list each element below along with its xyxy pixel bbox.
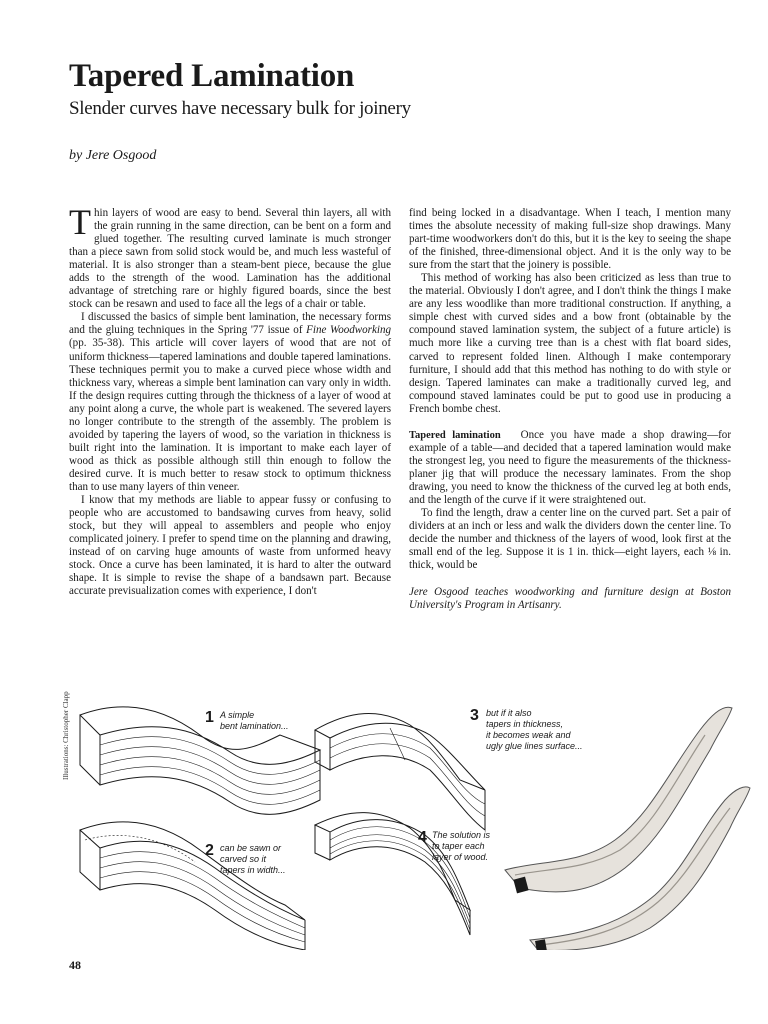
caption-4-line-1: The solution is — [432, 830, 491, 840]
caption-2-line-1: can be sawn or — [220, 843, 282, 853]
lamination-illustration — [60, 690, 760, 950]
caption-3-line-1: but if it also — [486, 708, 532, 718]
caption-number-4: 4 — [418, 829, 427, 846]
caption-4-line-2: to taper each — [432, 841, 485, 851]
drop-cap: T — [69, 202, 91, 242]
figure-2-tapered-width — [80, 822, 305, 950]
caption-4-line-3: layer of wood. — [432, 852, 489, 862]
paragraph: Thin layers of wood are easy to bend. Several thin layers, all with the grain running in the same direction, can be bent on a form and glued together. The resulting curved laminate is much stronger than a piece sawn from solid stock would be, and much less wasteful of material. It is also stronger than a steam-bent piece, because the glue adds to the strength of the wood. Lamination has the additional advantage of stretching rare or highly figured boards, since the best stock can be resawn and used to face all the legs of a chair or table. — [69, 202, 391, 311]
paragraph: I know that my methods are liable to appear fussy or confusing to people who are accustomed to bandsawing curves from heavy, solid stock, but they will appeal to assemblers and people who enjoy complicated joinery. I prefer to spend time on the planning and drawing, instead of on carving huge amounts of waste from unformed heavy stock. Once a curve has been laminated, it is hard to alter the outward shape. It is simple to revise the shape of a bandsawn part. Because accurate previsualization comes with experience, I don't — [69, 494, 391, 598]
caption-number-1: 1 — [205, 709, 214, 726]
caption-2-line-2: carved so it — [220, 854, 267, 864]
paragraph: Tapered lamination Once you have made a shop drawing—for example of a table—and decided that a tapered lamination would make the strongest leg, you need to figure the measurements of the thickness-planer jig that will produce the necessary laminates. From the shop drawing, you need to know the thickness of the curved leg at both ends, and the length of the curve if it were straightened out. — [409, 428, 731, 506]
magazine-name: Fine Woodworking — [306, 324, 391, 337]
page-number: 48 — [69, 958, 81, 972]
paragraph: I discussed the basics of simple bent lamination, the necessary forms and the gluing techniques in the Spring '77 issue of Fine Woodworking (pp. 35-38). This article will cover layers of wood that are not of uniform thickness—tapered laminations and double tapered laminations. These techniques permit you to make a curved piece whose width and thickness vary, whereas a simple bent lamination can vary only in width. If the design requires cutting through the thickness of a layer of wood at any point along a curve, the whole part is weakened. The severed layers no longer contribute to the strength of the assembly. The problem is avoided by tapering the layers of wood, so the variation in thickness is built right into the lamination. It is important to make each layer of wood as thick as possible although still thin enough to follow the desired curve. It is much better to resaw stock to optimum thickness than to use many layers of thin veneer. — [69, 311, 391, 493]
text-column-left — [69, 202, 391, 598]
caption-number-2: 2 — [205, 842, 214, 859]
text-column-right — [409, 207, 731, 612]
byline: by Jere Osgood — [69, 148, 157, 163]
author-bio: Jere Osgood teaches woodworking and furniture design at Boston University's Program in Artisanry. — [409, 586, 731, 612]
caption-2-line-3: tapers in width... — [220, 865, 286, 875]
figure-3-tapered-thickness — [315, 714, 485, 830]
paragraph: find being locked in a disadvantage. When I teach, I mention many times the absolute necessity of making full-size shop drawings. Many part-time woodworkers don't do this, but it is the key to seeing the shape of the finished, three-dimensional object. And it is the only way to be sure from the start that the joinery is possible. — [409, 207, 731, 272]
paragraph: To find the length, draw a center line on the curved part. Set a pair of dividers at an inch or less and walk the dividers down the center line. To decide the number and thickness of the layers of wood, look first at the small end of the leg. Suppose it is 1 in. thick—eight layers, each ⅛ in. thick, would be — [409, 507, 731, 572]
caption-3-line-2: tapers in thickness, — [486, 719, 564, 729]
caption-3-line-3: it becomes weak and — [486, 730, 571, 740]
article-subtitle: Slender curves have necessary bulk for joinery — [69, 98, 411, 119]
illustration-credit: Illustrations: Christopher Clapp — [62, 691, 70, 780]
paragraph: This method of working has also been criticized as less than true to the material. Obviously I don't agree, and I don't think the things I make are any less woodlike than more traditional construction. If anything, a simple chest with curved sides and a bow front (obtainable by the compound staved lamination system, the subject of a future article) is much more like a curving tree than is a chest with flat board sides, carved to represent folded linen. Although I make contemporary furniture, I should add that this method has nothing to do with style or design. Tapered laminates can make a traditionally curved leg, and compound staved laminates could be put to good use in producing a French bombe chest. — [409, 272, 731, 415]
caption-1-line-2: bent lamination... — [220, 721, 289, 731]
section-heading: Tapered lamination — [409, 429, 501, 441]
caption-number-3: 3 — [470, 707, 479, 724]
caption-1-line-1: A simple — [220, 710, 255, 720]
article-title: Tapered Lamination — [69, 58, 355, 94]
caption-3-line-4: ugly glue lines surface... — [486, 741, 583, 751]
